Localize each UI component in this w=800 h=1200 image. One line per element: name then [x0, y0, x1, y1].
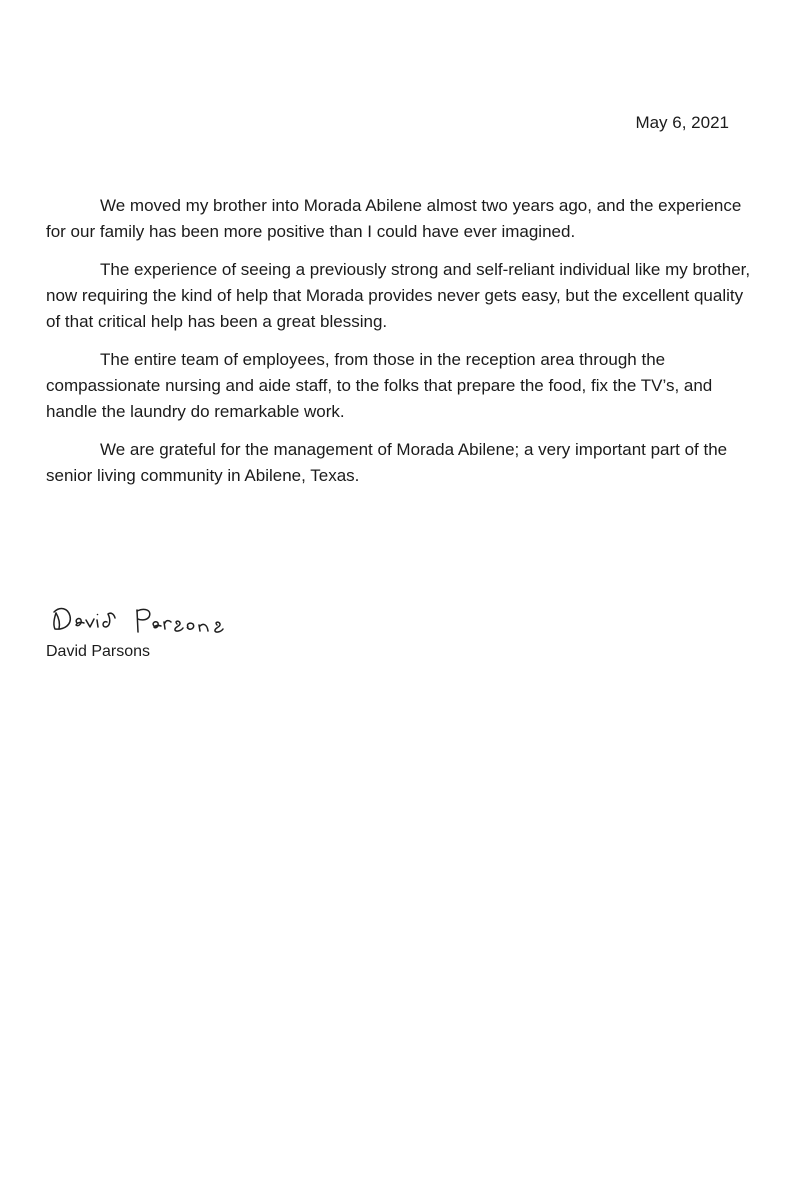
letter-date: May 6, 2021: [635, 113, 729, 132]
letter-body: [46, 193, 758, 501]
paragraph-2: The experience of seeing a previously strong and self-reliant individual like my brother, now requiring the kind of help that Morada provides never gets easy, but the excellent quality of that critical help has been a great blessing.: [46, 260, 751, 331]
paragraph-1: We moved my brother into Morada Abilene almost two years ago, and the experience for our family has been more positive than I could have ever imagined.: [46, 196, 742, 241]
handwritten-signature: [50, 596, 246, 646]
paragraph-4: We are grateful for the management of Morada Abilene; a very important part of the senior living community in Abilene, Texas.: [46, 440, 728, 485]
paragraph-3: The entire team of employees, from those in the reception area through the compassionate nursing and aide staff, to the folks that prepare the food, fix the TV’s, and handle the laundry do remarkable work.: [46, 350, 713, 421]
signer-name: David Parsons: [46, 643, 151, 660]
